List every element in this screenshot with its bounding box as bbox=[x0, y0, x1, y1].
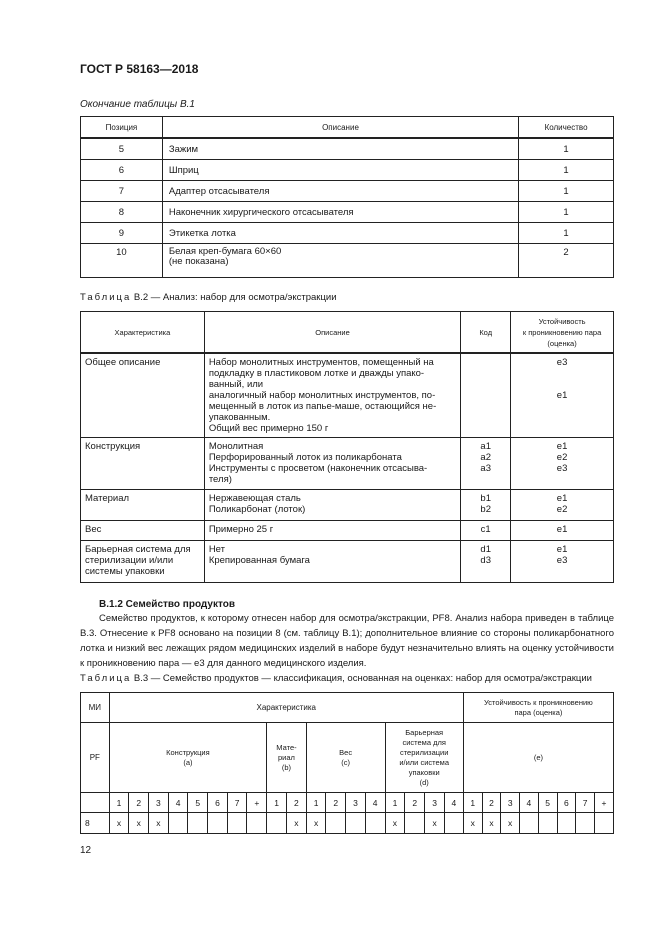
group-line: система для bbox=[402, 737, 446, 747]
mark-cell: x bbox=[286, 813, 306, 834]
num-cell: 2 bbox=[326, 793, 346, 813]
label-line: системы упаковки bbox=[85, 566, 165, 577]
cell-quantity: 1 bbox=[519, 223, 614, 244]
num-cell: 6 bbox=[557, 793, 576, 813]
desc-line: упакованным. bbox=[208, 412, 271, 423]
mark-cell bbox=[188, 813, 208, 834]
cell-position: 6 bbox=[81, 160, 163, 181]
desc-line: Монолитная bbox=[208, 441, 264, 452]
group-line: упаковки bbox=[408, 767, 440, 777]
caption-word: Таблица bbox=[80, 292, 132, 303]
caption-rest: В.2 — Анализ: набор для осмотра/экстракции bbox=[133, 292, 337, 303]
cell-description bbox=[204, 490, 460, 521]
mark-cell bbox=[520, 813, 539, 834]
table-row-material bbox=[81, 490, 614, 521]
header-line: к проникновению пара bbox=[522, 327, 602, 337]
desc-line: Нержавеющая сталь bbox=[208, 493, 301, 504]
section-paragraph: Семейство продуктов, к которому отнесен набор для осмотра/экстракции, PF8. Анализ набора приведен в таблице В.3. Отнесение к PF8 основано на позиции 8 (см. таблицу В.1); дополнительное влияние со стороны поликарбонатного лотка и низкий вес лежащих рядом медицинских изделий в наборе будут незначительно влиять на оценку устойчивости к проникновению пара — e3 для данного медицинского изделия. bbox=[80, 613, 614, 669]
header-line: (оценка) bbox=[547, 338, 577, 348]
num-cell: 4 bbox=[445, 793, 464, 813]
mark-cell bbox=[445, 813, 464, 834]
table-header-row bbox=[81, 693, 614, 723]
mark-cell bbox=[267, 813, 287, 834]
col-header-resistance bbox=[511, 312, 614, 354]
mark-cell bbox=[557, 813, 576, 834]
cell-description: Примерно 25 г bbox=[204, 521, 460, 541]
group-line: и/или система bbox=[399, 757, 449, 767]
table-b1-caption: Окончание таблицы В.1 bbox=[80, 99, 195, 110]
mark-cell bbox=[227, 813, 247, 834]
cell-position: 9 bbox=[81, 223, 163, 244]
group-line: Конструкция bbox=[166, 747, 210, 757]
num-cell: 1 bbox=[385, 793, 405, 813]
num-cell: 2 bbox=[482, 793, 501, 813]
table-row-general bbox=[81, 353, 614, 438]
caption-rest: В.3 — Семейство продуктов — классификация, основанная на оценках: набор для осмотра/экстракции bbox=[133, 673, 592, 684]
table-numbers-row bbox=[81, 793, 614, 813]
desc-line: Нет bbox=[208, 544, 225, 555]
col-header-description: Описание bbox=[162, 117, 518, 139]
header-line: пара (оценка) bbox=[514, 707, 563, 717]
num-cell: + bbox=[247, 793, 267, 813]
desc-line: Крепированная бумага bbox=[208, 555, 310, 566]
code-value: a3 bbox=[480, 463, 491, 474]
col-header-description: Описание bbox=[204, 312, 460, 354]
col-header-characteristics: Характеристика bbox=[109, 693, 463, 723]
cell-pf: 8 bbox=[81, 813, 110, 834]
table-row bbox=[81, 138, 614, 160]
col-header-code: Код bbox=[461, 312, 511, 354]
cell-code bbox=[461, 353, 511, 438]
group-barrier bbox=[385, 723, 463, 793]
num-cell: 1 bbox=[109, 793, 129, 813]
table-row bbox=[81, 181, 614, 202]
num-cell: 5 bbox=[538, 793, 557, 813]
cell-rating: e1 bbox=[511, 521, 614, 541]
group-line: (e) bbox=[533, 752, 543, 762]
group-line: (d) bbox=[419, 777, 429, 787]
page-number: 12 bbox=[80, 845, 92, 856]
table-row-construction bbox=[81, 438, 614, 490]
table-b3-caption bbox=[80, 673, 592, 684]
group-line: стерилизации bbox=[399, 747, 449, 757]
desc-line: Белая креп-бумага 60×60 bbox=[168, 246, 282, 257]
cell-code bbox=[461, 541, 511, 583]
mark-cell bbox=[576, 813, 595, 834]
header-line: Устойчивость bbox=[538, 316, 586, 326]
section-title: В.1.2 Семейство продуктов bbox=[99, 599, 235, 610]
mark-cell: x bbox=[425, 813, 445, 834]
cell-characteristic: Конструкция bbox=[81, 438, 205, 490]
num-cell: 2 bbox=[129, 793, 149, 813]
group-line: (c) bbox=[341, 757, 351, 767]
cell-empty bbox=[81, 793, 110, 813]
mark-cell bbox=[538, 813, 557, 834]
cell-rating bbox=[511, 541, 614, 583]
table-b2-caption bbox=[80, 292, 337, 303]
num-cell: 7 bbox=[576, 793, 595, 813]
rating-value: e1 bbox=[556, 493, 568, 504]
col-header-resistance bbox=[463, 693, 613, 723]
rating-value: e2 bbox=[556, 504, 568, 515]
mark-cell bbox=[326, 813, 346, 834]
col-header-characteristic: Характеристика bbox=[81, 312, 205, 354]
num-cell: 6 bbox=[208, 793, 228, 813]
code-value: a1 bbox=[480, 441, 491, 452]
cell-quantity: 1 bbox=[519, 138, 614, 160]
mark-cell bbox=[594, 813, 613, 834]
num-cell: 5 bbox=[188, 793, 208, 813]
cell-position: 5 bbox=[81, 138, 163, 160]
col-header-mi: МИ bbox=[81, 693, 110, 723]
cell-description: Шприц bbox=[162, 160, 518, 181]
mark-cell: x bbox=[482, 813, 501, 834]
cell-position: 7 bbox=[81, 181, 163, 202]
cell-pf-label: PF bbox=[81, 723, 110, 793]
cell-characteristic: Вес bbox=[81, 521, 205, 541]
table-row bbox=[81, 223, 614, 244]
rating-value: e3 bbox=[556, 357, 568, 368]
cell-rating bbox=[511, 438, 614, 490]
table-row bbox=[81, 202, 614, 223]
num-cell: 7 bbox=[227, 793, 247, 813]
desc-line: подкладку в пластиковом лотке и дважды упако- bbox=[208, 368, 425, 379]
table-row-weight bbox=[81, 521, 614, 541]
mark-cell: x bbox=[385, 813, 405, 834]
code-value: d1 bbox=[480, 544, 491, 555]
num-cell: 2 bbox=[286, 793, 306, 813]
mark-cell bbox=[247, 813, 267, 834]
num-cell: 1 bbox=[463, 793, 482, 813]
cell-description bbox=[162, 244, 518, 278]
cell-code bbox=[461, 438, 511, 490]
cell-description: Адаптер отсасывателя bbox=[162, 181, 518, 202]
num-cell: 1 bbox=[306, 793, 326, 813]
desc-line: Набор монолитных инструментов, помещенный на bbox=[208, 357, 434, 368]
num-cell: 4 bbox=[365, 793, 385, 813]
cell-description: Этикетка лотка bbox=[162, 223, 518, 244]
mark-cell bbox=[346, 813, 366, 834]
desc-line: Поликарбонат (лоток) bbox=[208, 504, 306, 515]
cell-characteristic: Материал bbox=[81, 490, 205, 521]
col-header-position: Позиция bbox=[81, 117, 163, 139]
group-line: (a) bbox=[183, 757, 193, 767]
desc-line: теля) bbox=[208, 474, 232, 485]
caption-word: Таблица bbox=[80, 673, 132, 684]
cell-quantity: 1 bbox=[519, 181, 614, 202]
rating-value: e1 bbox=[556, 390, 568, 401]
group-line: Барьерная bbox=[405, 727, 444, 737]
code-value: a2 bbox=[480, 452, 491, 463]
mark-cell: x bbox=[109, 813, 129, 834]
num-cell: 4 bbox=[520, 793, 539, 813]
rating-value: e1 bbox=[556, 544, 568, 555]
col-header-quantity: Количество bbox=[519, 117, 614, 139]
mark-cell: x bbox=[129, 813, 149, 834]
group-line: Мате- bbox=[276, 742, 297, 752]
cell-code: c1 bbox=[461, 521, 511, 541]
cell-characteristic: Общее описание bbox=[81, 353, 205, 438]
label-line: Барьерная система для bbox=[85, 544, 191, 555]
mark-cell: x bbox=[501, 813, 520, 834]
num-cell: 3 bbox=[149, 793, 169, 813]
num-cell: 1 bbox=[267, 793, 287, 813]
cell-position: 8 bbox=[81, 202, 163, 223]
document-title: ГОСТ Р 58163—2018 bbox=[80, 62, 199, 76]
cell-rating bbox=[511, 353, 614, 438]
num-cell: + bbox=[594, 793, 613, 813]
cell-position: 10 bbox=[81, 244, 163, 278]
desc-line: Инструменты с просветом (наконечник отсасыва- bbox=[208, 463, 428, 474]
group-line: Вес bbox=[339, 747, 353, 757]
desc-line: Общий вес примерно 150 г bbox=[208, 423, 329, 434]
rating-value: e3 bbox=[556, 555, 568, 566]
table-row bbox=[81, 813, 614, 834]
desc-line: ванный, или bbox=[208, 379, 264, 390]
header-line: Устойчивость к проникновению bbox=[484, 697, 593, 707]
cell-code bbox=[461, 490, 511, 521]
desc-line: Перфорированный лоток из поликарбоната bbox=[208, 452, 402, 463]
rating-value: e1 bbox=[556, 441, 568, 452]
cell-quantity: 1 bbox=[519, 160, 614, 181]
mark-cell: x bbox=[149, 813, 169, 834]
cell-description bbox=[204, 541, 460, 583]
label-line: стерилизации и/или bbox=[85, 555, 174, 566]
mark-cell bbox=[208, 813, 228, 834]
num-cell: 4 bbox=[168, 793, 188, 813]
code-value: b2 bbox=[480, 504, 491, 515]
mark-cell: x bbox=[306, 813, 326, 834]
group-material bbox=[267, 723, 307, 793]
table-row-barrier bbox=[81, 541, 614, 583]
cell-description: Наконечник хирургического отсасывателя bbox=[162, 202, 518, 223]
num-cell: 3 bbox=[346, 793, 366, 813]
num-cell: 3 bbox=[425, 793, 445, 813]
rating-value: e2 bbox=[556, 452, 568, 463]
code-value: b1 bbox=[480, 493, 491, 504]
table-b2 bbox=[80, 311, 614, 583]
cell-description bbox=[204, 353, 460, 438]
mark-cell bbox=[365, 813, 385, 834]
table-group-row bbox=[81, 723, 614, 793]
code-value: d3 bbox=[480, 555, 491, 566]
table-header-row bbox=[81, 312, 614, 354]
group-weight bbox=[306, 723, 385, 793]
num-cell: 2 bbox=[405, 793, 425, 813]
table-b1 bbox=[80, 116, 614, 278]
group-line: (b) bbox=[281, 762, 292, 772]
group-line: риал bbox=[278, 752, 295, 762]
mark-cell: x bbox=[463, 813, 482, 834]
desc-line: аналогичный набор монолитных инструментов, по- bbox=[208, 390, 436, 401]
rating-value: e3 bbox=[556, 463, 568, 474]
desc-line: (не показана) bbox=[168, 256, 229, 267]
group-rating bbox=[463, 723, 613, 793]
cell-description: Зажим bbox=[162, 138, 518, 160]
cell-characteristic bbox=[81, 541, 205, 583]
mark-cell bbox=[168, 813, 188, 834]
table-row bbox=[81, 160, 614, 181]
desc-line: мещенный в лоток из папье-маше, остающийся не- bbox=[208, 401, 437, 412]
group-construction bbox=[109, 723, 267, 793]
table-b3 bbox=[80, 692, 614, 834]
cell-description bbox=[204, 438, 460, 490]
table-row bbox=[81, 244, 614, 278]
cell-rating bbox=[511, 490, 614, 521]
num-cell: 3 bbox=[501, 793, 520, 813]
cell-quantity: 2 bbox=[519, 244, 614, 278]
mark-cell bbox=[405, 813, 425, 834]
cell-quantity: 1 bbox=[519, 202, 614, 223]
table-header-row bbox=[81, 117, 614, 139]
